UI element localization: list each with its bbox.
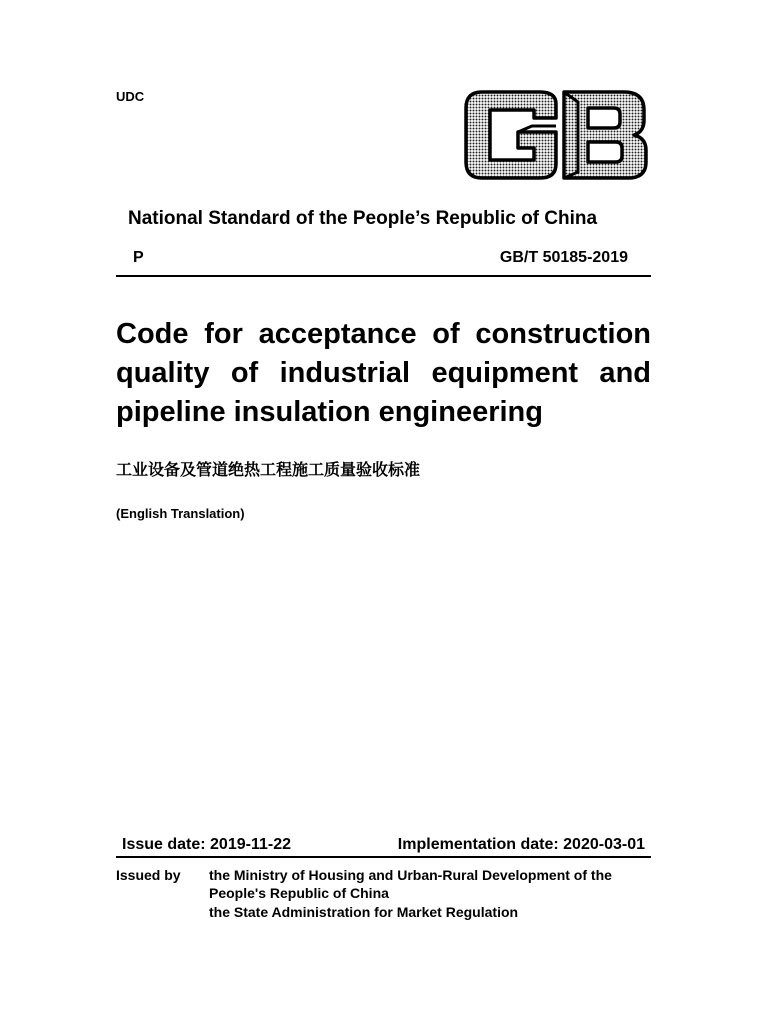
gb-logo: [460, 88, 650, 182]
classification-code: P: [133, 249, 144, 266]
implementation-date: Implementation date: 2020-03-01: [397, 836, 645, 853]
header-divider: [116, 275, 651, 277]
national-standard-heading: National Standard of the People’s Republic of China: [128, 208, 598, 229]
issuer-ministry-line-1: the Ministry of Housing and Urban-Rural Development of the: [209, 867, 612, 883]
issuer-ministry-line-2: People's Republic of China: [209, 885, 389, 901]
udc-label: UDC: [116, 89, 145, 104]
document-title-chinese: 工业设备及管道绝热工程施工质量验收标准: [116, 460, 421, 479]
document-title: Code for acceptance of construction quality of industrial equipment and pipeline insulation engineering: [116, 318, 651, 428]
issuer-market-regulation: the State Administration for Market Regulation: [209, 904, 519, 920]
dates-row: [116, 836, 651, 858]
translation-note: (English Translation): [116, 506, 245, 521]
issued-by-label: Issued by: [116, 867, 181, 883]
standard-number: GB/T 50185-2019: [499, 249, 628, 266]
issue-date: Issue date: 2019-11-22: [122, 836, 291, 853]
